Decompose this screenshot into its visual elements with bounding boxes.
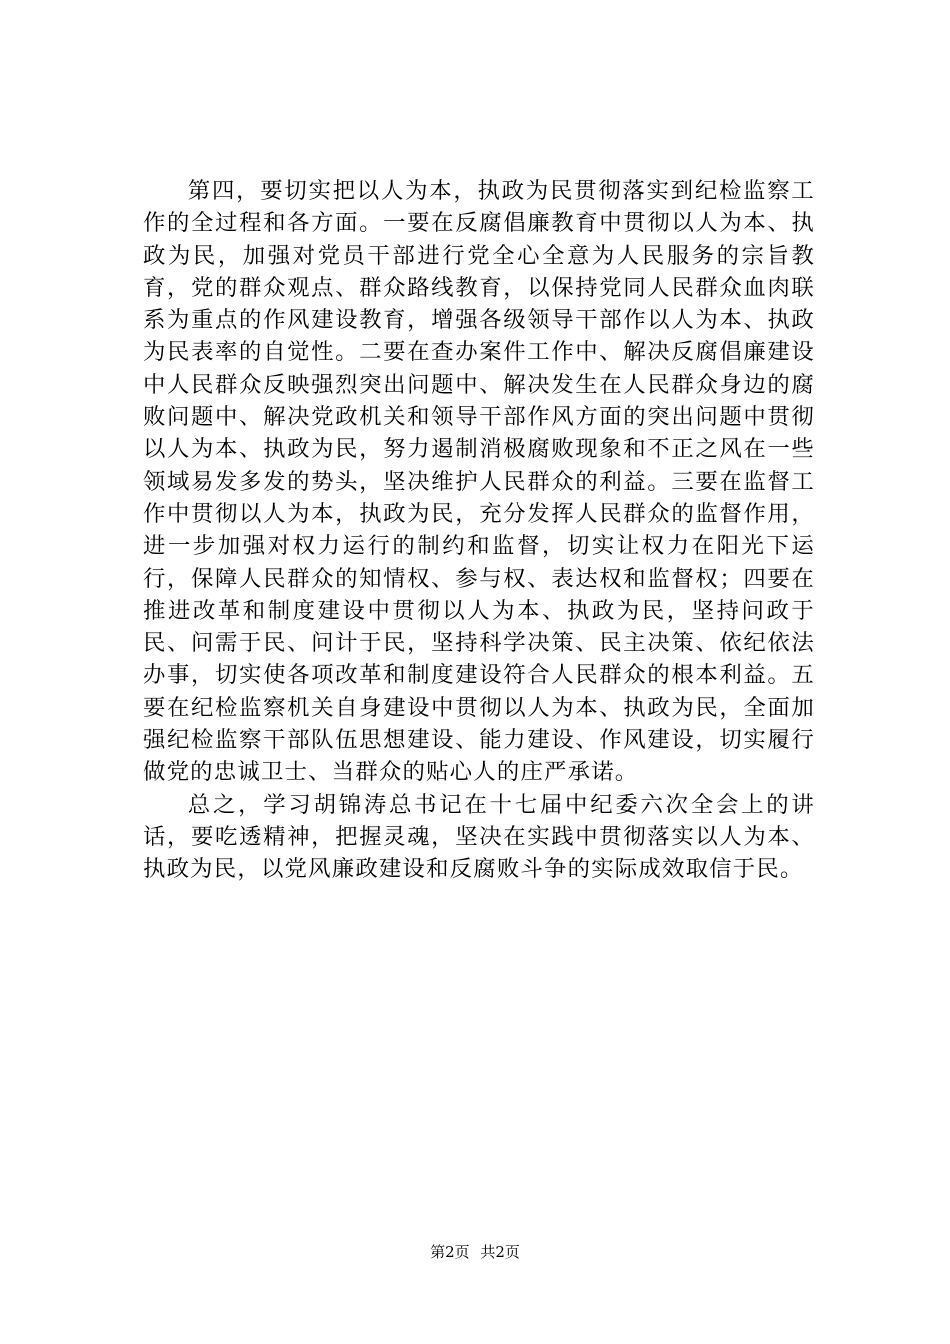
page-footer (0, 1242, 950, 1262)
paragraph-fourth-point: 第四，要切实把以人为本，执政为民贯彻落实到纪检监察工作的全过程和各方面。一要在反腐倡廉教育中贯彻以人为本、执政为民，加强对党员干部进行党全心全意为人民服务的宗旨教育，党的群众观点、群众路线教育，以保持党同人民群众血肉联系为重点的作风建设教育，增强各级领导干部作以人为本、执政为民表率的自觉性。二要在查办案件工作中、解决反腐倡廉建设中人民群众反映强烈突出问题中、解决发生在人民群众身边的腐败问题中、解决党政机关和领导干部作风方面的突出问题中贯彻以人为本、执政为民，努力遏制消极腐败现象和不正之风在一些领域易发多发的势头，坚决维护人民群众的利益。三要在监督工作中贯彻以人为本，执政为民，充分发挥人民群众的监督作用，进一步加强对权力运行的制约和监督，切实让权力在阳光下运行，保障人民群众的知情权、参与权、表达权和监督权；四要在推进改革和制度建设中贯彻以人为本、执政为民，坚持问政于民、问需于民、问计于民，坚持科学决策、民主决策、依纪依法办事，切实使各项改革和制度建设符合人民群众的根本利益。五要在纪检监察机关自身建设中贯彻以人为本、执政为民，全面加强纪检监察干部队伍思想建设、能力建设、作风建设，切实履行做党的忠诚卫士、当群众的贴心人的庄严承诺。 (143, 178, 815, 786)
document-body (143, 175, 815, 886)
paragraph-conclusion: 总之，学习胡锦涛总书记在十七届中纪委六次全会上的讲话，要吃透精神，把握灵魂，坚决在实践中贯彻落实以人为本、执政为民，以党风廉政建设和反腐败斗争的实际成效取信于民。 (143, 791, 815, 883)
page-number: 第2页 (430, 1243, 470, 1261)
page-total: 共2页 (480, 1243, 520, 1261)
